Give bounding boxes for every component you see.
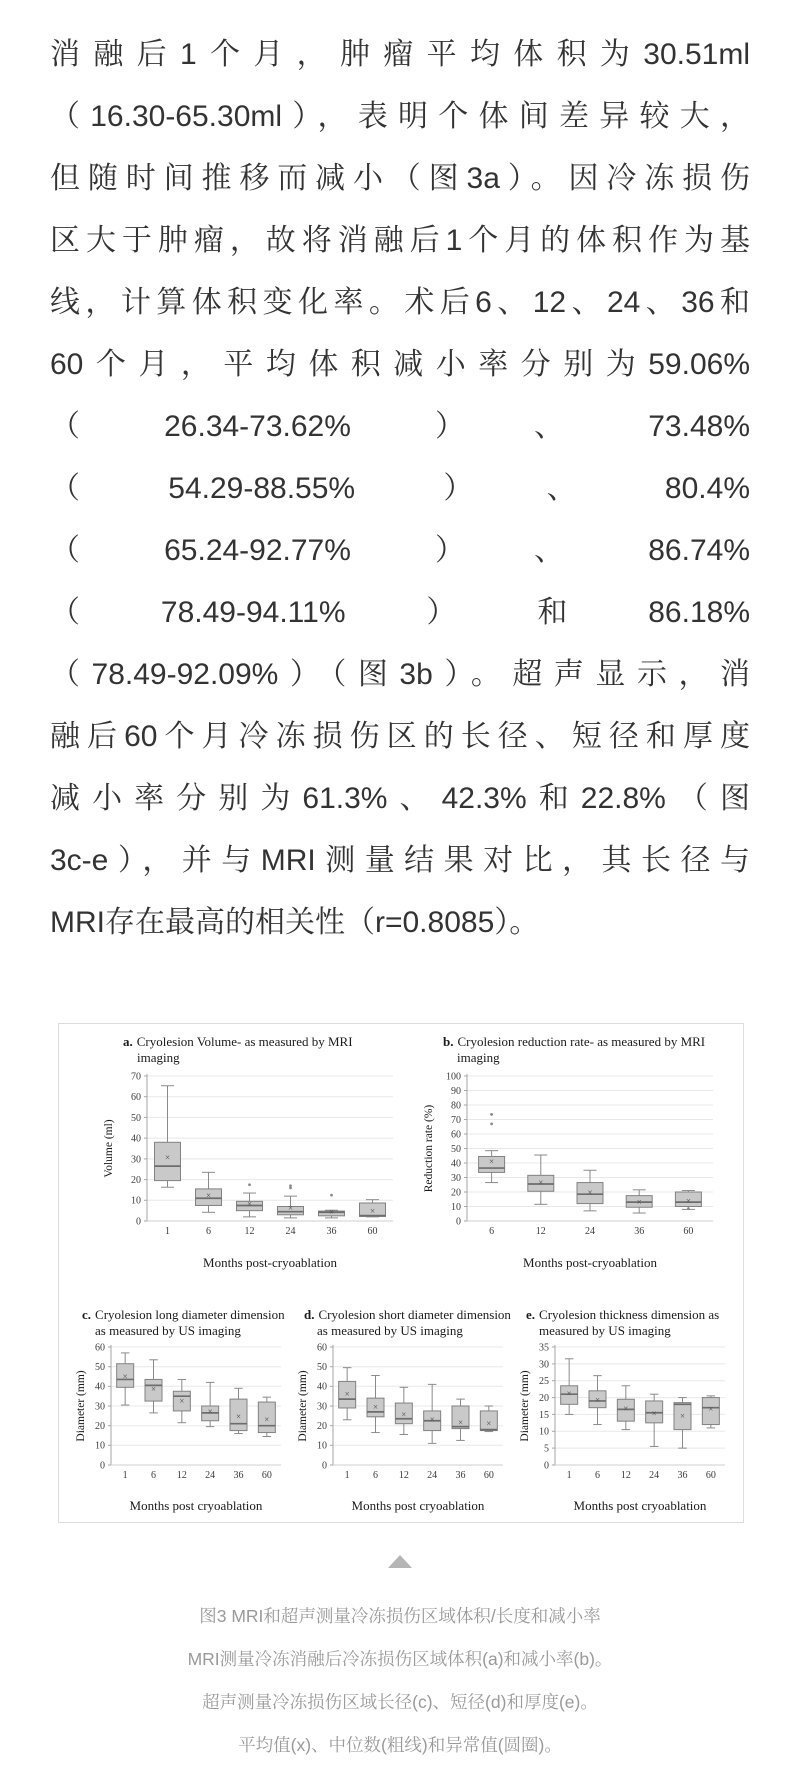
article-line: 区大于肿瘤，故将消融后1个月的体积作为基 [50, 224, 750, 257]
svg-text:Diameter (mm): Diameter (mm) [519, 1370, 531, 1442]
svg-text:Months post cryoablation: Months post cryoablation [351, 1498, 485, 1513]
svg-text:10: 10 [539, 1426, 549, 1438]
svg-text:50: 50 [317, 1362, 327, 1374]
svg-text:×: × [708, 1404, 714, 1415]
svg-text:Months post-cryoablation: Months post-cryoablation [203, 1255, 337, 1270]
panel-d-title-text: Cryolesion short diameter dimension as measured by US imaging [317, 1307, 511, 1338]
svg-text:50: 50 [451, 1143, 461, 1155]
svg-text:6: 6 [595, 1470, 600, 1481]
svg-text:×: × [164, 1152, 171, 1163]
svg-text:60: 60 [683, 1226, 694, 1237]
svg-text:1: 1 [344, 1470, 350, 1481]
svg-text:20: 20 [539, 1393, 549, 1404]
svg-text:6: 6 [373, 1470, 378, 1481]
article-line: 融后60个月冷冻损伤区的长径、短径和厚度 [50, 720, 750, 753]
svg-text:12: 12 [535, 1226, 546, 1237]
svg-text:30: 30 [95, 1401, 105, 1413]
svg-text:×: × [679, 1410, 686, 1421]
svg-text:30: 30 [131, 1154, 141, 1166]
svg-text:35: 35 [539, 1342, 549, 1354]
svg-text:20: 20 [131, 1175, 141, 1186]
svg-text:5: 5 [544, 1443, 549, 1455]
svg-text:0: 0 [544, 1460, 549, 1472]
panel-e-title-text: Cryolesion thickness dimension as measured by US imaging [539, 1307, 720, 1338]
svg-text:×: × [372, 1401, 379, 1412]
svg-text:60: 60 [131, 1092, 141, 1104]
caption-line: 图3 MRI和超声测量冷冻损伤区域体积/长度和减小率 [199, 1606, 601, 1626]
svg-text:50: 50 [95, 1362, 105, 1374]
svg-text:40: 40 [131, 1133, 141, 1145]
svg-text:0: 0 [100, 1460, 105, 1472]
svg-text:60: 60 [483, 1470, 494, 1481]
panel-b-label: b. [443, 1034, 454, 1049]
article-line: MRI存在最高的相关性（r=0.8085）。 [50, 906, 540, 939]
svg-text:×: × [401, 1409, 407, 1420]
svg-text:×: × [457, 1417, 464, 1428]
svg-text:×: × [538, 1177, 544, 1188]
svg-text:×: × [150, 1384, 157, 1395]
svg-text:25: 25 [539, 1376, 549, 1388]
panel-c-title-text: Cryolesion long diameter dimension as measured by US imaging [95, 1307, 285, 1338]
svg-text:10: 10 [131, 1195, 141, 1207]
panel-e-chart [513, 1341, 735, 1516]
boxplot-c [69, 1341, 291, 1516]
svg-text:24: 24 [205, 1470, 216, 1481]
article-line: （26.34-73.62%）、73.48% [50, 410, 750, 443]
svg-text:36: 36 [634, 1226, 645, 1237]
panel-d [291, 1307, 513, 1516]
panel-e [513, 1307, 735, 1516]
svg-text:Reduction rate (%): Reduction rate (%) [423, 1104, 435, 1193]
svg-text:60: 60 [705, 1470, 716, 1481]
figure-row-bottom [59, 1307, 743, 1516]
panel-a-label: a. [123, 1034, 133, 1049]
svg-text:10: 10 [317, 1440, 327, 1452]
boxplot-e [513, 1341, 735, 1516]
svg-text:1: 1 [165, 1226, 170, 1237]
article-line: 减小率分别为61.3%、42.3%和22.8%（图 [50, 782, 750, 815]
svg-text:10: 10 [95, 1440, 105, 1452]
figure-caption [0, 1595, 800, 1767]
svg-text:×: × [566, 1388, 572, 1399]
panel-b [417, 1034, 727, 1273]
figure-row-top [59, 1024, 743, 1273]
svg-text:Months post-cryoablation: Months post-cryoablation [523, 1255, 657, 1270]
svg-text:1: 1 [122, 1470, 128, 1481]
svg-text:6: 6 [151, 1470, 156, 1481]
panel-d-title [291, 1307, 513, 1339]
caption-line: 超声测量冷冻损伤区域长径(c)、短径(d)和厚度(e)。 [202, 1692, 598, 1712]
svg-text:12: 12 [620, 1470, 631, 1481]
svg-text:70: 70 [131, 1071, 141, 1083]
svg-text:×: × [429, 1414, 435, 1425]
svg-text:36: 36 [455, 1470, 466, 1481]
svg-text:12: 12 [244, 1226, 255, 1237]
svg-text:36: 36 [326, 1226, 337, 1237]
svg-text:×: × [246, 1199, 253, 1210]
svg-text:36: 36 [233, 1470, 244, 1481]
svg-text:24: 24 [585, 1226, 595, 1237]
svg-text:60: 60 [317, 1342, 327, 1354]
svg-text:×: × [623, 1403, 629, 1414]
caption-line: 平均值(x)、中位数(粗线)和异常值(圆圈)。 [238, 1735, 562, 1755]
svg-text:10: 10 [451, 1201, 461, 1213]
svg-text:×: × [122, 1371, 128, 1382]
svg-text:80: 80 [451, 1100, 461, 1112]
caption-line: MRI测量冷冻消融后冷冻损伤区域体积(a)和减小率(b)。 [187, 1649, 613, 1669]
svg-text:40: 40 [95, 1381, 105, 1393]
svg-text:50: 50 [131, 1112, 141, 1124]
panel-a-chart [97, 1068, 407, 1273]
triangle-up-icon [388, 1555, 412, 1568]
svg-text:0: 0 [456, 1216, 461, 1228]
svg-text:×: × [179, 1395, 185, 1406]
svg-text:12: 12 [398, 1470, 409, 1481]
svg-text:×: × [486, 1418, 492, 1429]
svg-text:Volume (ml): Volume (ml) [103, 1119, 115, 1178]
article-line: 线，计算体积变化率。术后6、12、24、36和 [50, 286, 750, 319]
panel-a-title-text: Cryolesion Volume- as measured by MRI imaging [136, 1034, 353, 1065]
svg-text:Months post cryoablation: Months post cryoablation [573, 1498, 707, 1513]
article-line: （54.29-88.55%）、80.4% [50, 472, 750, 505]
svg-text:0: 0 [322, 1460, 327, 1472]
article-line: （65.24-92.77%）、86.74% [50, 534, 750, 567]
svg-text:×: × [205, 1190, 212, 1201]
panel-c-chart [69, 1341, 291, 1516]
svg-text:20: 20 [317, 1421, 327, 1433]
article-line: （78.49-92.09%）（图3b）。超声显示，消 [50, 658, 750, 691]
panel-c-label: c. [82, 1307, 92, 1322]
svg-text:20: 20 [95, 1421, 105, 1433]
svg-text:×: × [587, 1187, 593, 1198]
panel-b-chart [417, 1068, 727, 1273]
svg-text:Months post cryoablation: Months post cryoablation [129, 1498, 263, 1513]
svg-text:70: 70 [451, 1114, 461, 1126]
panel-d-label: d. [304, 1307, 315, 1322]
panel-e-title [513, 1307, 735, 1339]
svg-text:×: × [207, 1406, 213, 1417]
svg-text:×: × [636, 1196, 642, 1207]
svg-text:0: 0 [136, 1216, 141, 1228]
back-to-top-button[interactable] [0, 1555, 800, 1569]
article-text [50, 24, 750, 954]
article-line: （78.49-94.11%）和86.18% [50, 596, 750, 629]
svg-text:40: 40 [317, 1381, 327, 1393]
article-line: 消融后1个月，肿瘤平均体积为30.51ml [50, 38, 750, 71]
svg-text:60: 60 [367, 1226, 378, 1237]
panel-e-label: e. [526, 1307, 536, 1322]
svg-text:1: 1 [566, 1470, 572, 1481]
svg-text:40: 40 [451, 1158, 461, 1170]
svg-text:×: × [369, 1206, 376, 1217]
svg-text:24: 24 [649, 1470, 660, 1481]
article-line: 60个月，平均体积减小率分别为59.06% [50, 348, 750, 381]
svg-text:60: 60 [451, 1129, 461, 1141]
panel-c [69, 1307, 291, 1516]
boxplot-a [97, 1068, 405, 1273]
svg-text:×: × [651, 1408, 657, 1419]
panel-b-title-text: Cryolesion reduction rate- as measured by MRI imaging [457, 1034, 706, 1065]
boxplot-b [417, 1068, 725, 1273]
boxplot-d [291, 1341, 513, 1516]
panel-a [97, 1034, 407, 1273]
panel-a-title [97, 1034, 395, 1066]
svg-text:×: × [287, 1202, 294, 1213]
article-line: 3c-e），并与MRI测量结果对比，其长径与 [50, 844, 750, 877]
svg-text:×: × [685, 1195, 691, 1206]
svg-text:×: × [594, 1395, 601, 1406]
svg-text:15: 15 [539, 1409, 549, 1421]
svg-text:6: 6 [489, 1226, 495, 1237]
svg-text:30: 30 [539, 1359, 549, 1371]
panel-b-title [417, 1034, 715, 1066]
svg-text:24: 24 [427, 1470, 438, 1481]
svg-text:24: 24 [285, 1226, 296, 1237]
svg-text:100: 100 [446, 1071, 461, 1083]
svg-text:×: × [344, 1389, 350, 1399]
article-line: 但随时间推移而减小（图3a）。因冷冻损伤 [50, 162, 750, 195]
svg-text:Diameter (mm): Diameter (mm) [297, 1370, 309, 1442]
panel-c-title [69, 1307, 291, 1339]
panel-d-chart [291, 1341, 513, 1516]
svg-text:60: 60 [261, 1470, 272, 1481]
svg-text:20: 20 [451, 1187, 461, 1199]
svg-text:90: 90 [451, 1085, 461, 1097]
svg-text:30: 30 [317, 1401, 327, 1413]
svg-text:12: 12 [176, 1470, 187, 1481]
svg-text:Diameter (mm): Diameter (mm) [75, 1370, 87, 1442]
svg-text:6: 6 [206, 1226, 211, 1237]
svg-text:30: 30 [451, 1172, 461, 1184]
svg-text:×: × [235, 1411, 242, 1422]
svg-text:×: × [489, 1156, 495, 1167]
svg-text:60: 60 [95, 1342, 105, 1354]
svg-text:×: × [328, 1206, 335, 1217]
figure-3 [58, 1023, 744, 1523]
svg-text:36: 36 [677, 1470, 688, 1481]
article-line: （16.30-65.30ml），表明个体间差异较大， [50, 100, 750, 133]
svg-text:×: × [264, 1414, 270, 1425]
